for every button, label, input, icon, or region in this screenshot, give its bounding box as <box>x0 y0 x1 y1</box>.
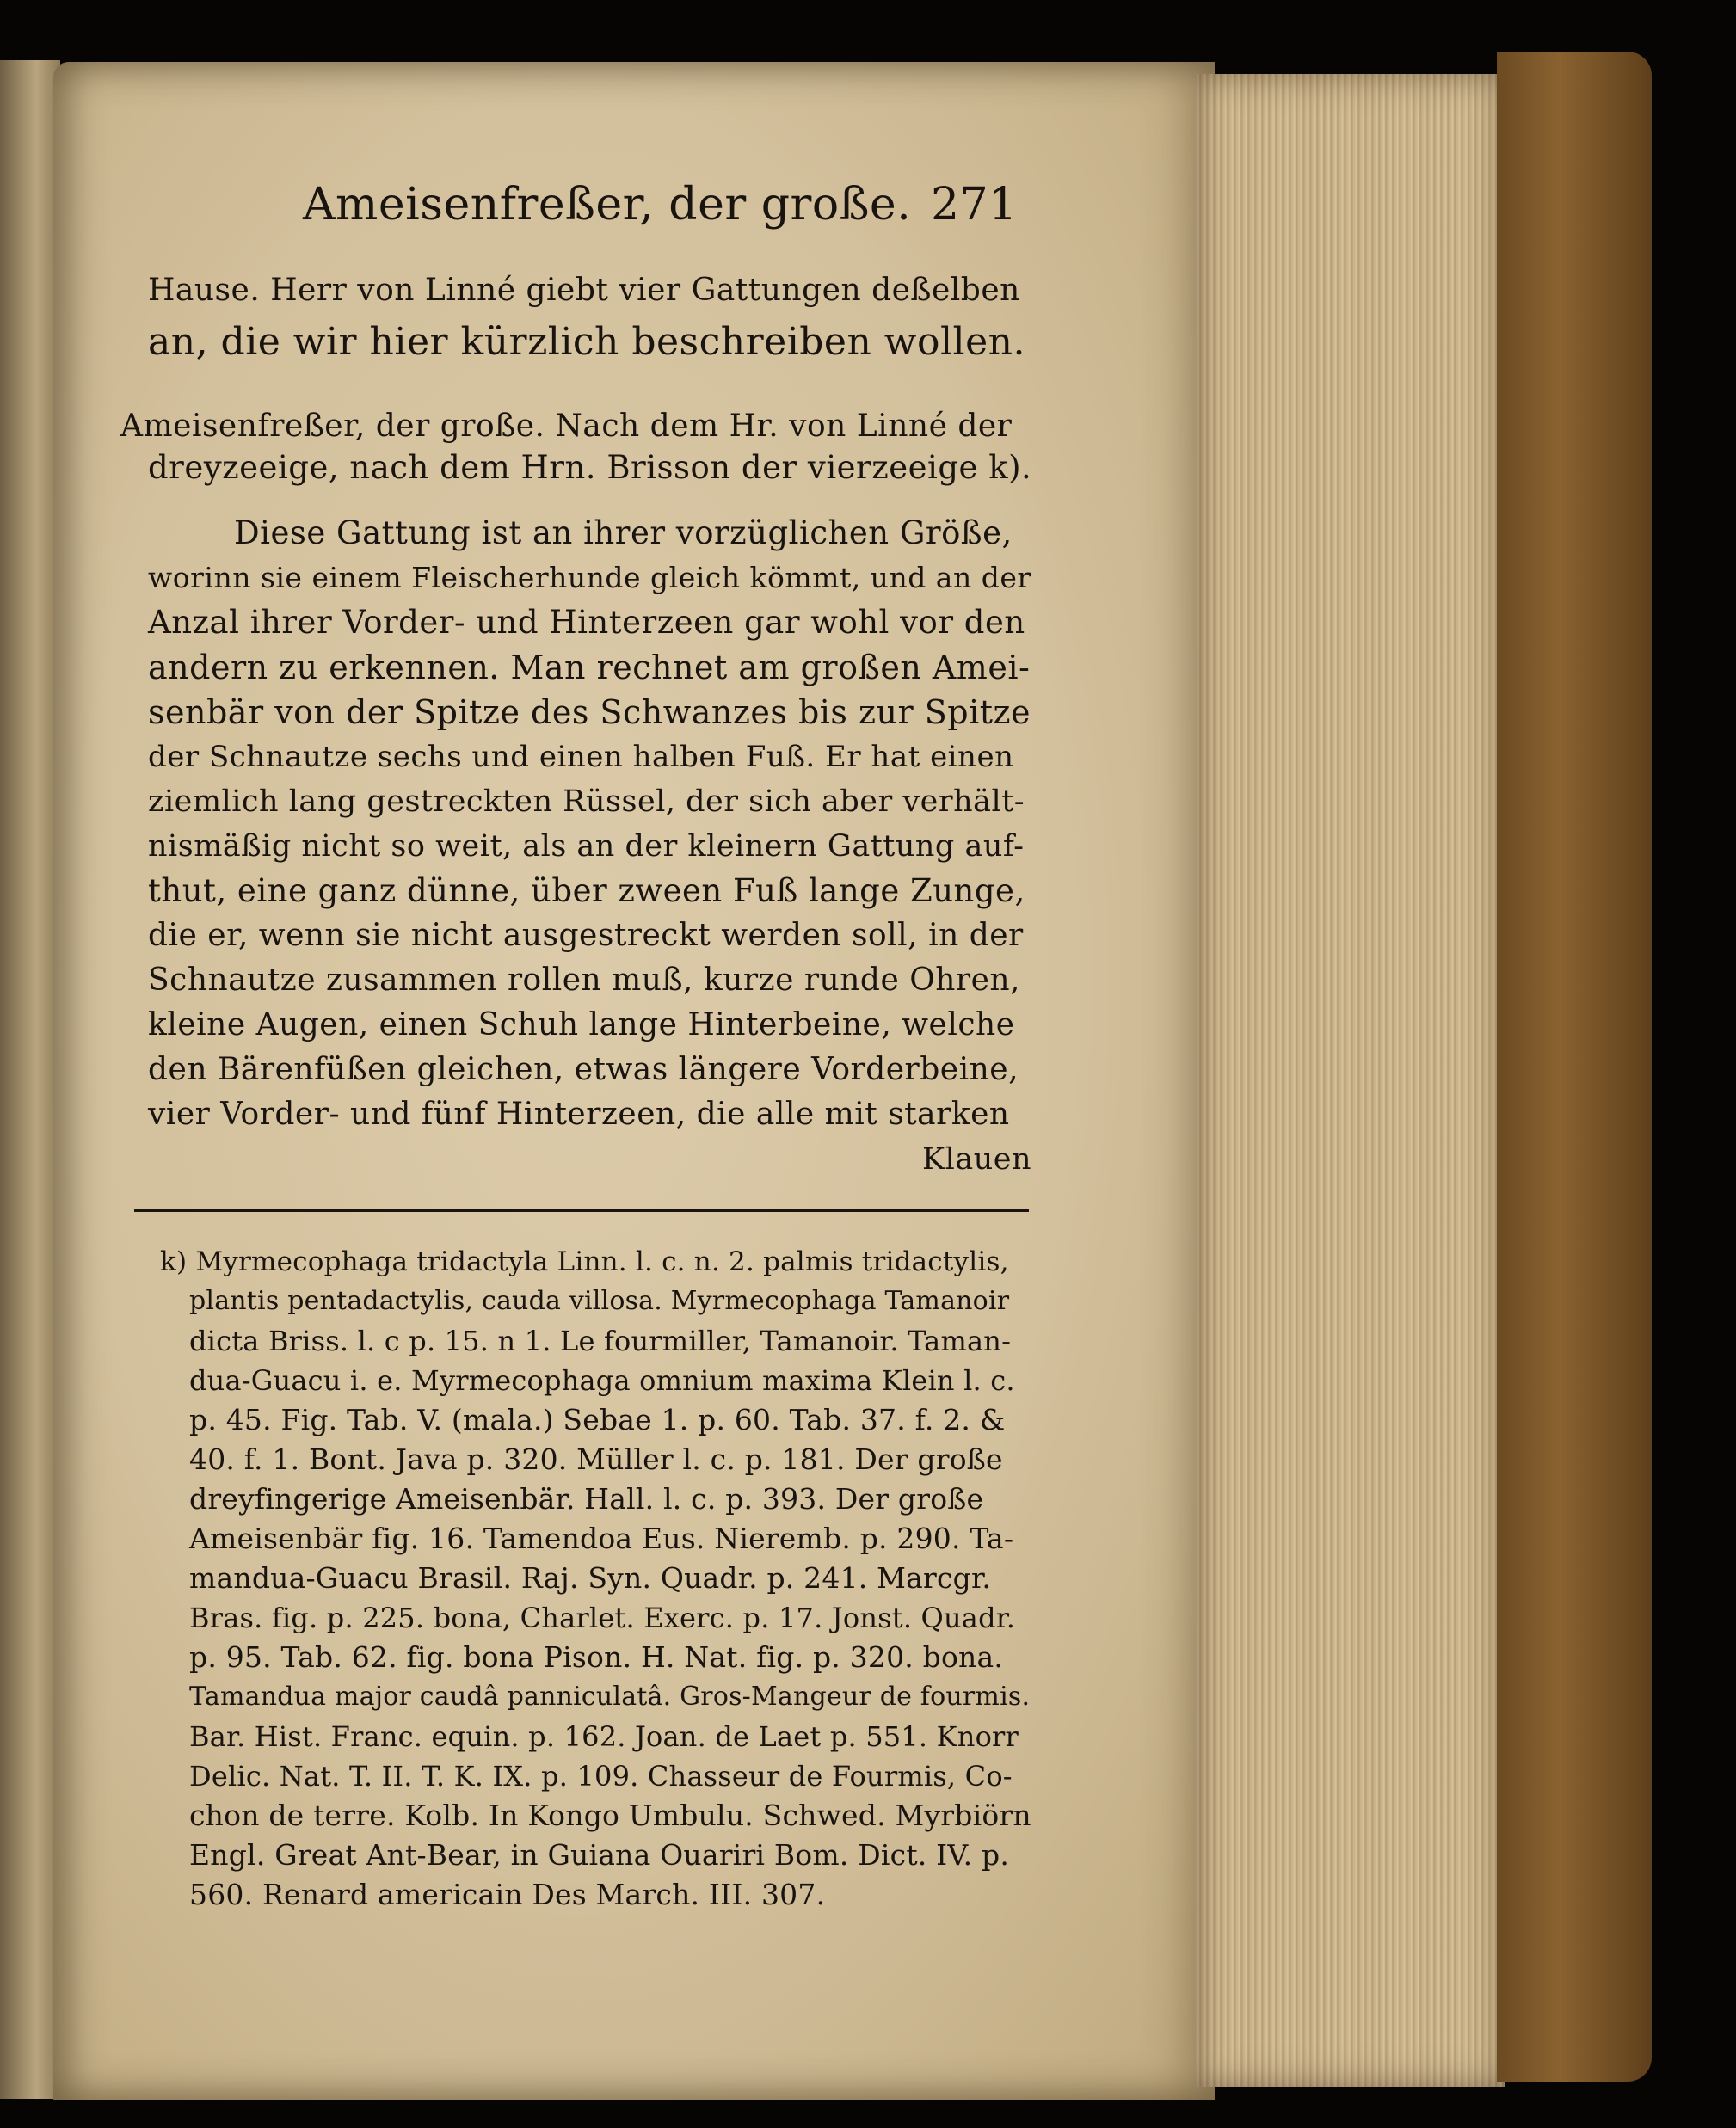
catchword: Klauen <box>922 1142 1032 1177</box>
footnote-line: mandua-Guacu Brasil. Raj. Syn. Quadr. p. 241. Marcgr. <box>189 1561 992 1595</box>
body-line: ziemlich lang gestreckten Rüssel, der sich aber verhält- <box>148 784 1025 819</box>
page-number: 271 <box>931 179 1018 231</box>
body-line: worinn sie einem Fleischerhunde gleich kömmt, und an der <box>148 561 1031 594</box>
footnote-line: dreyfingerige Ameisenbär. Hall. l. c. p. 393. Der große <box>189 1482 984 1516</box>
footnote-line: Delic. Nat. T. II. T. K. IX. p. 109. Chasseur de Fourmis, Co- <box>189 1760 1013 1793</box>
body-line: nismäßig nicht so weit, als an der kleinern Gattung auf- <box>148 829 1025 864</box>
footnote-rule <box>134 1209 1029 1212</box>
body-line: Schnautze zusammen rollen muß, kurze runde Ohren, <box>148 963 1021 998</box>
body-line: der Schnautze sechs und einen halben Fuß. Er hat einen <box>148 740 1014 774</box>
body-line: Anzal ihrer Vorder- und Hinterzeen gar wohl vor den <box>148 604 1025 641</box>
footnote-line: Engl. Great Ant-Bear, in Guiana Ouariri Bom. Dict. IV. p. <box>189 1838 1010 1872</box>
footnote-line: Bras. fig. p. 225. bona, Charlet. Exerc. p. 17. Jonst. Quadr. <box>189 1602 1016 1634</box>
body-line: vier Vorder- und fünf Hinterzeen, die alle mit starken <box>148 1097 1010 1132</box>
body-line: an, die wir hier kürzlich beschreiben wollen. <box>148 320 1025 364</box>
footnote-line: chon de terre. Kolb. In Kongo Umbulu. Schwed. Myrbiörn <box>189 1799 1031 1832</box>
footnote-line: 40. f. 1. Bont. Java p. 320. Müller l. c. p. 181. Der große <box>189 1442 1003 1476</box>
body-line: dreyzeeige, nach dem Hrn. Brisson der vierzeeige k). <box>148 449 1032 486</box>
footnote-line: dicta Briss. l. c p. 15. n 1. Le fourmiller, Tamanoir. Taman- <box>189 1325 1012 1357</box>
entry-heading: Ameisenfreßer, der große. Nach dem Hr. von Linné der <box>120 409 1013 444</box>
footnote-line: Bar. Hist. Franc. equin. p. 162. Joan. de Laet p. 551. Knorr <box>189 1720 1019 1753</box>
footnote-line: dua-Guacu i. e. Myrmecophaga omnium maxima Klein l. c. <box>189 1364 1015 1397</box>
body-line: die er, wenn sie nicht ausgestreckt werden soll, in der <box>148 918 1024 953</box>
footnote-line: 560. Renard americain Des March. III. 307. <box>189 1878 826 1911</box>
footnote-line: Tamandua major caudâ panniculatâ. Gros-Mangeur de fourmis. <box>189 1682 1031 1712</box>
body-line: kleine Augen, einen Schuh lange Hinterbeine, welche <box>148 1007 1015 1042</box>
footnote-line: p. 45. Fig. Tab. V. (mala.) Sebae 1. p. 60. Tab. 37. f. 2. & <box>189 1403 1006 1436</box>
footnote-line: p. 95. Tab. 62. fig. bona Pison. H. Nat. fig. p. 320. bona. <box>189 1640 1004 1674</box>
body-line: senbär von der Spitze des Schwanzes bis zur Spitze <box>148 693 1031 731</box>
body-line: Hause. Herr von Linné giebt vier Gattungen deßelben <box>148 273 1020 308</box>
footnote-line: Ameisenbär fig. 16. Tamendoa Eus. Nieremb. p. 290. Ta- <box>189 1522 1014 1555</box>
body-line: den Bärenfüßen gleichen, etwas längere Vorderbeine, <box>148 1052 1019 1087</box>
footnote-line: k) Myrmecophaga tridactyla Linn. l. c. n. 2. palmis tridactylis, <box>160 1246 1009 1277</box>
footnote-line: plantis pentadactylis, cauda villosa. Myrmecophaga Tamanoir <box>189 1286 1010 1316</box>
running-title: Ameisenfreßer, der große. <box>303 179 912 231</box>
body-line: andern zu erkennen. Man rechnet am großen Amei- <box>148 649 1031 686</box>
body-line: thut, eine ganz dünne, über zween Fuß lange Zunge, <box>148 872 1025 909</box>
body-line: Diese Gattung ist an ihrer vorzüglichen Größe, <box>234 514 1013 551</box>
